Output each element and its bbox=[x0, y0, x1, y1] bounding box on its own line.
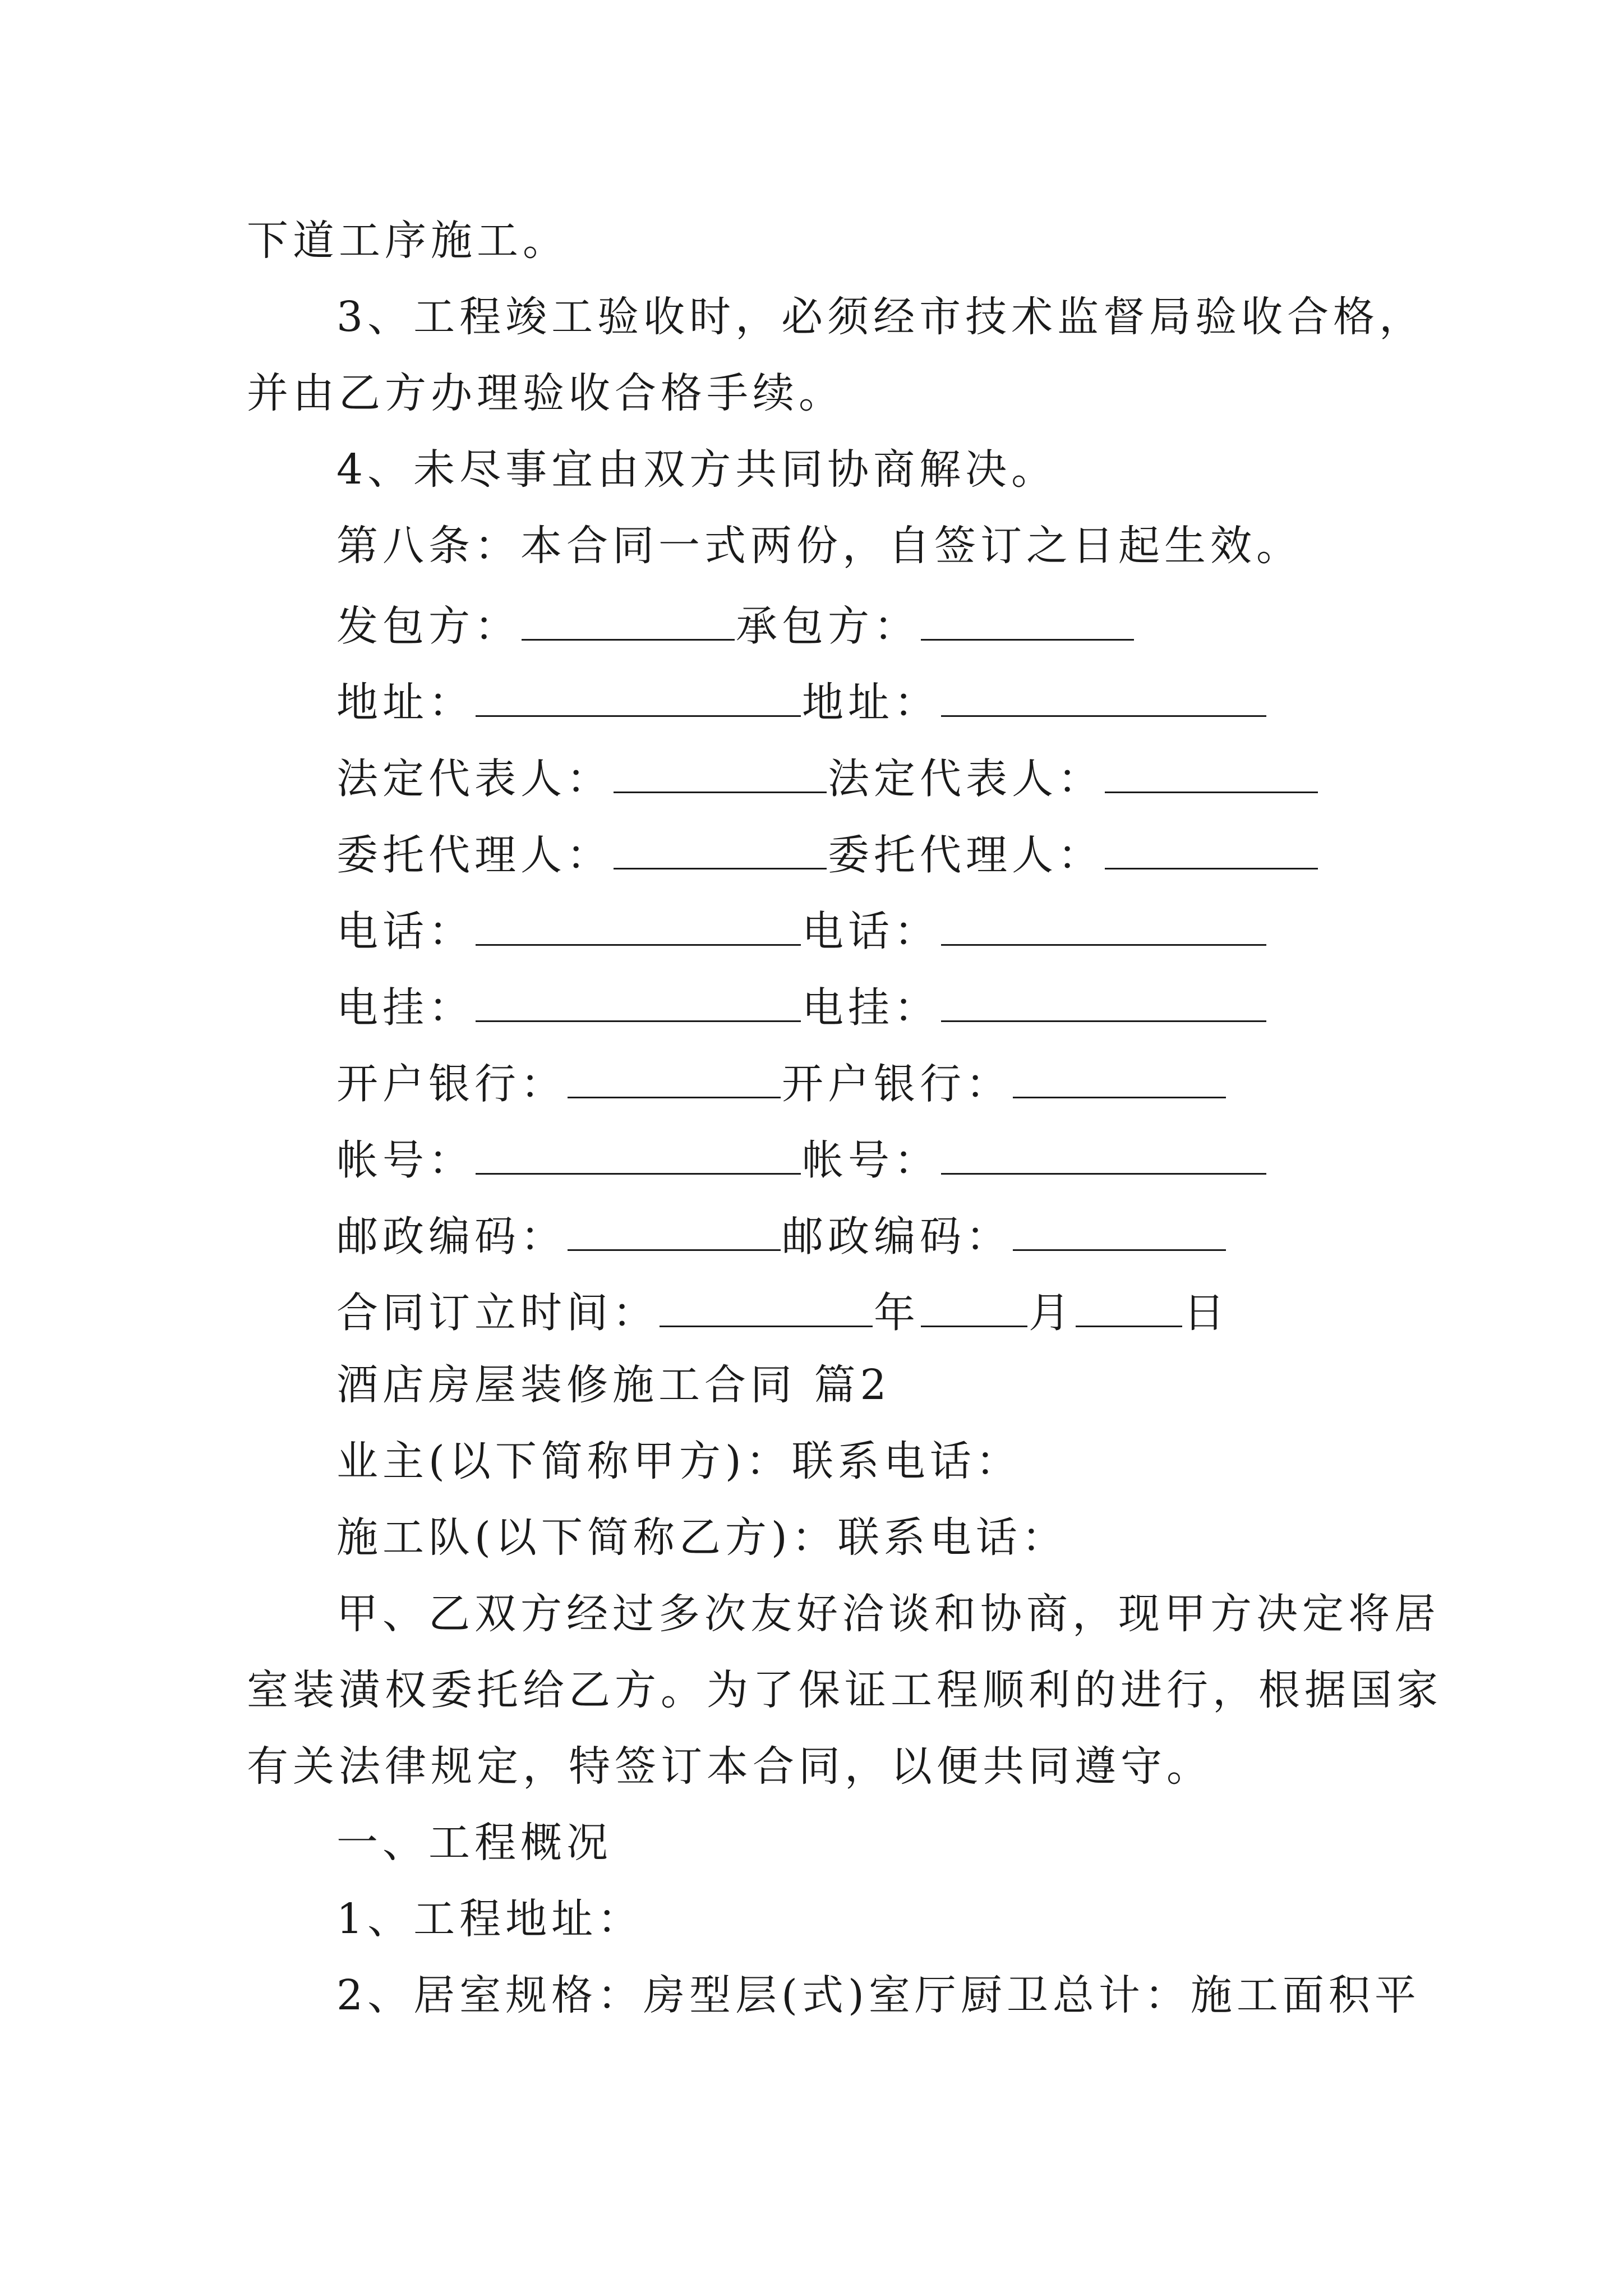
fill-in-blank[interactable] bbox=[1105, 830, 1318, 869]
row-right-label: 承包方： bbox=[736, 602, 920, 651]
signature-row-account bbox=[336, 1135, 1267, 1185]
fill-in-blank[interactable] bbox=[941, 1135, 1266, 1175]
row-right-label: 委托代理人： bbox=[828, 831, 1104, 880]
fill-in-blank[interactable] bbox=[1013, 1059, 1226, 1098]
row-left-label: 法定代表人： bbox=[336, 754, 612, 803]
row-right-label: 帐号： bbox=[802, 1136, 940, 1185]
section-heading: 一、工程概况 bbox=[336, 1819, 612, 1867]
signature-row-postcode bbox=[336, 1212, 1227, 1261]
fill-in-blank[interactable] bbox=[476, 983, 801, 1022]
paragraph: 下道工序施工。 bbox=[247, 217, 569, 265]
list-item: 2、居室规格：房型层(式)室厅厨卫总计：施工面积平 bbox=[336, 1971, 1421, 2019]
paragraph: 室装潢权委托给乙方。为了保证工程顺利的进行，根据国家 bbox=[247, 1666, 1442, 1714]
date-label: 合同订立时间： bbox=[336, 1289, 658, 1337]
row-left-label: 电挂： bbox=[336, 983, 474, 1032]
contract-date-row bbox=[336, 1288, 1229, 1337]
year-blank[interactable] bbox=[660, 1288, 873, 1327]
row-right-label: 电话： bbox=[802, 907, 940, 956]
fill-in-blank[interactable] bbox=[568, 1059, 781, 1098]
row-left-label: 地址： bbox=[336, 678, 474, 727]
signature-row-address bbox=[336, 678, 1267, 727]
row-right-label: 邮政编码： bbox=[782, 1212, 1012, 1261]
section-title: 酒店房屋装修施工合同 篇2 bbox=[336, 1361, 891, 1409]
row-left-label: 开户银行： bbox=[336, 1060, 566, 1108]
article-eight: 第八条：本合同一式两份，自签订之日起生效。 bbox=[336, 522, 1302, 570]
contractor-line: 施工队(以下简称乙方)：联系电话： bbox=[336, 1513, 1068, 1562]
fill-in-blank[interactable] bbox=[1105, 754, 1318, 793]
fill-in-blank[interactable] bbox=[568, 1212, 781, 1251]
fill-in-blank[interactable] bbox=[522, 601, 735, 641]
year-label: 年 bbox=[874, 1289, 920, 1337]
paragraph: 有关法律规定，特签订本合同，以便共同遵守。 bbox=[247, 1742, 1212, 1791]
fill-in-blank[interactable] bbox=[941, 983, 1266, 1022]
list-item: 1、工程地址： bbox=[336, 1895, 644, 1943]
paragraph: 并由乙方办理验收合格手续。 bbox=[247, 369, 845, 417]
fill-in-blank[interactable] bbox=[614, 754, 827, 793]
row-right-label: 电挂： bbox=[802, 983, 940, 1032]
paragraph: 4、未尽事宜由双方共同协商解决。 bbox=[336, 445, 1058, 494]
signature-row-legal-rep bbox=[336, 754, 1319, 803]
row-left-label: 邮政编码： bbox=[336, 1212, 566, 1261]
signature-row-phone bbox=[336, 907, 1267, 956]
signature-row-telegraph bbox=[336, 983, 1267, 1032]
fill-in-blank[interactable] bbox=[476, 907, 801, 946]
row-left-label: 电话： bbox=[336, 907, 474, 956]
fill-in-blank[interactable] bbox=[614, 830, 827, 869]
fill-in-blank[interactable] bbox=[921, 601, 1134, 641]
paragraph: 3、工程竣工验收时，必须经市技术监督局验收合格， bbox=[336, 293, 1426, 341]
row-right-label: 地址： bbox=[802, 678, 940, 727]
month-label: 月 bbox=[1029, 1289, 1075, 1337]
paragraph: 甲、乙双方经过多次友好洽谈和协商，现甲方决定将居 bbox=[336, 1590, 1440, 1638]
row-left-label: 发包方： bbox=[336, 602, 520, 651]
day-label: 日 bbox=[1183, 1289, 1229, 1337]
month-blank[interactable] bbox=[921, 1288, 1027, 1327]
fill-in-blank[interactable] bbox=[1013, 1212, 1226, 1251]
fill-in-blank[interactable] bbox=[941, 907, 1266, 946]
fill-in-blank[interactable] bbox=[941, 678, 1266, 717]
row-left-label: 委托代理人： bbox=[336, 831, 612, 880]
row-right-label: 开户银行： bbox=[782, 1060, 1012, 1108]
owner-line: 业主(以下简称甲方)：联系电话： bbox=[336, 1437, 1022, 1485]
day-blank[interactable] bbox=[1076, 1288, 1182, 1327]
fill-in-blank[interactable] bbox=[476, 1135, 801, 1175]
signature-row-party bbox=[336, 601, 1135, 651]
fill-in-blank[interactable] bbox=[476, 678, 801, 717]
signature-row-bank bbox=[336, 1059, 1227, 1108]
row-right-label: 法定代表人： bbox=[828, 754, 1104, 803]
row-left-label: 帐号： bbox=[336, 1136, 474, 1185]
signature-row-agent bbox=[336, 830, 1319, 880]
